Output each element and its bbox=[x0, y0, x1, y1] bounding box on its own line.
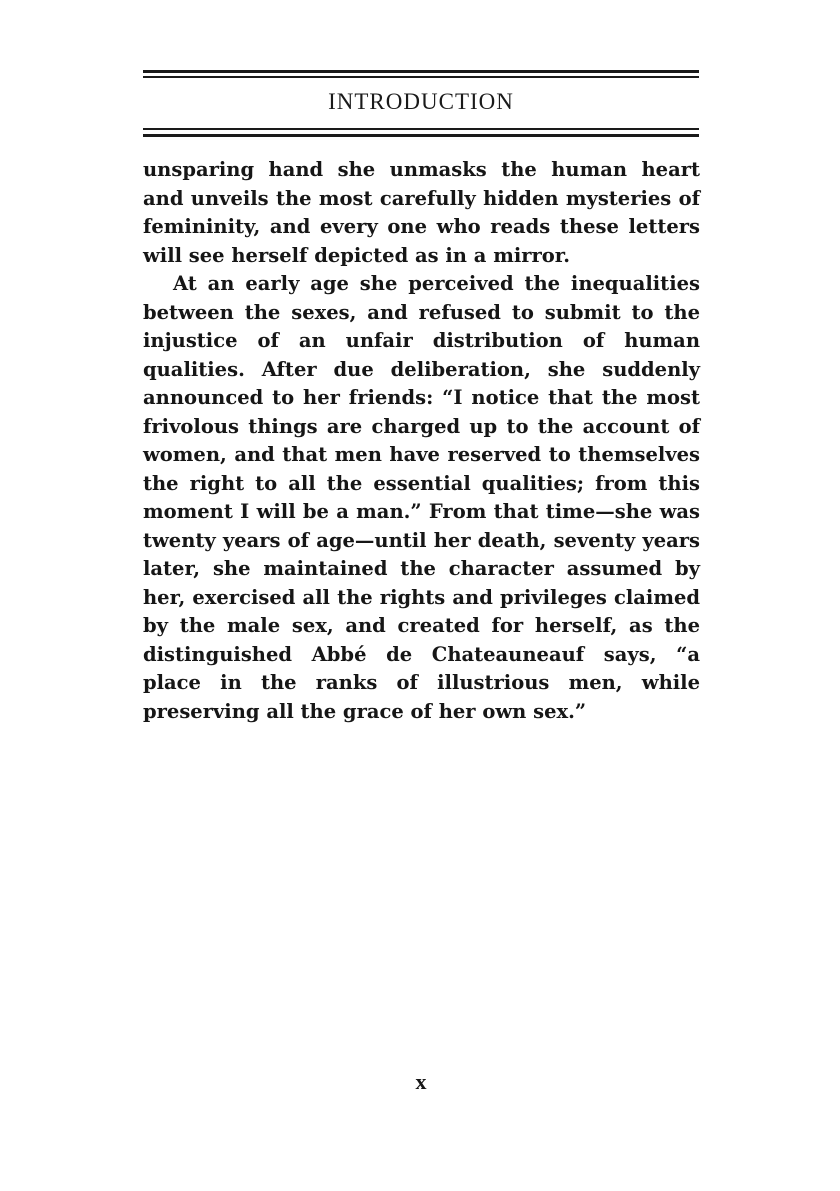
header-rule-bottom-thin bbox=[143, 128, 699, 130]
header-rule-top-thin bbox=[143, 76, 699, 78]
body-text bbox=[143, 156, 700, 726]
header-rule-top-thick bbox=[143, 70, 699, 73]
paragraph-main: At an early age she perceived the inequalities between the sexes, and refused to submit to the injustice of an unfair distribution of human qualities. After due deliberation, she suddenly announced to her friends: “I notice that the most frivolous things are charged up to the account of women, and that men have reserved to themselves the right to all the essential qualities; from this moment I will be a man.” From that time—she was twenty years of age—until her death, seventy years later, she maintained the character assumed by her, exercised all the rights and privileges claimed by the male sex, and created for herself, as the distinguished Abbé de Chateauneauf says, “a place in the ranks of illustrious men, while preserving all the grace of her own sex.” bbox=[143, 272, 700, 723]
header-rule-bottom-thick bbox=[143, 134, 699, 137]
page-number: x bbox=[415, 1069, 427, 1094]
running-head-title: INTRODUCTION bbox=[328, 89, 514, 114]
paragraph-continuation: unsparing hand she unmasks the human heart and unveils the most carefully hidden mysteries of femininity, and every one who reads these letters will see herself depicted as in a mirror. bbox=[143, 158, 700, 267]
